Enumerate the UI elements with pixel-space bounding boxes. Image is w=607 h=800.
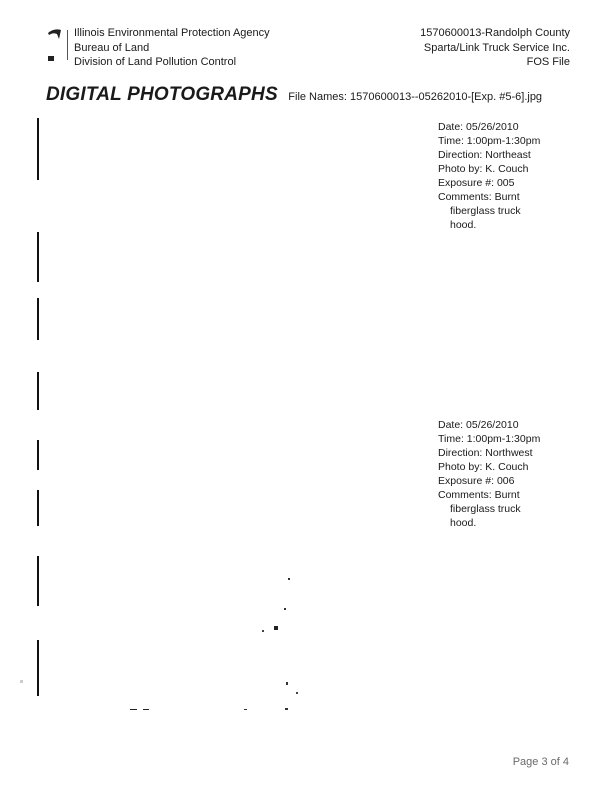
photo-date: Date: 05/26/2010 — [438, 121, 519, 133]
agency-name: Illinois Environmental Protection Agency — [74, 27, 270, 39]
division-name: Division of Land Pollution Control — [74, 56, 237, 68]
bureau-name: Bureau of Land — [74, 41, 150, 54]
photo-time: Time: 1:00pm-1:30pm — [438, 135, 541, 147]
photo-comments: Comments: Burnt — [438, 191, 520, 203]
page-number: Page 3 of 4 — [512, 756, 569, 768]
photo-author: Photo by: K. Couch — [438, 163, 529, 175]
photo-comments: hood. — [450, 219, 477, 231]
page-title: DIGITAL PHOTOGRAPHS — [46, 84, 278, 105]
photo-exposure: Exposure #: 006 — [438, 475, 515, 487]
photo-direction: Direction: Northeast — [438, 149, 531, 161]
site-id: 1570600013-Randolph County — [420, 27, 570, 39]
photo-date: Date: 05/26/2010 — [438, 419, 519, 431]
photo-time: Time: 1:00pm-1:30pm — [438, 433, 541, 445]
photo-comments: hood. — [450, 517, 477, 529]
file-names: File Names: 1570600013--05262010-[Exp. #5-6].jpg — [288, 91, 543, 103]
photo-author: Photo by: K. Couch — [438, 461, 529, 473]
photo-direction: Direction: Northwest — [438, 447, 533, 459]
photo-comments: Comments: Burnt — [438, 489, 520, 501]
photo-exposure: Exposure #: 005 — [438, 177, 515, 189]
photo-comments: fiberglass truck — [450, 205, 521, 217]
file-type: FOS File — [526, 56, 570, 68]
photo-comments: fiberglass truck — [450, 503, 521, 515]
site-name: Sparta/Link Truck Service Inc. — [423, 41, 570, 54]
